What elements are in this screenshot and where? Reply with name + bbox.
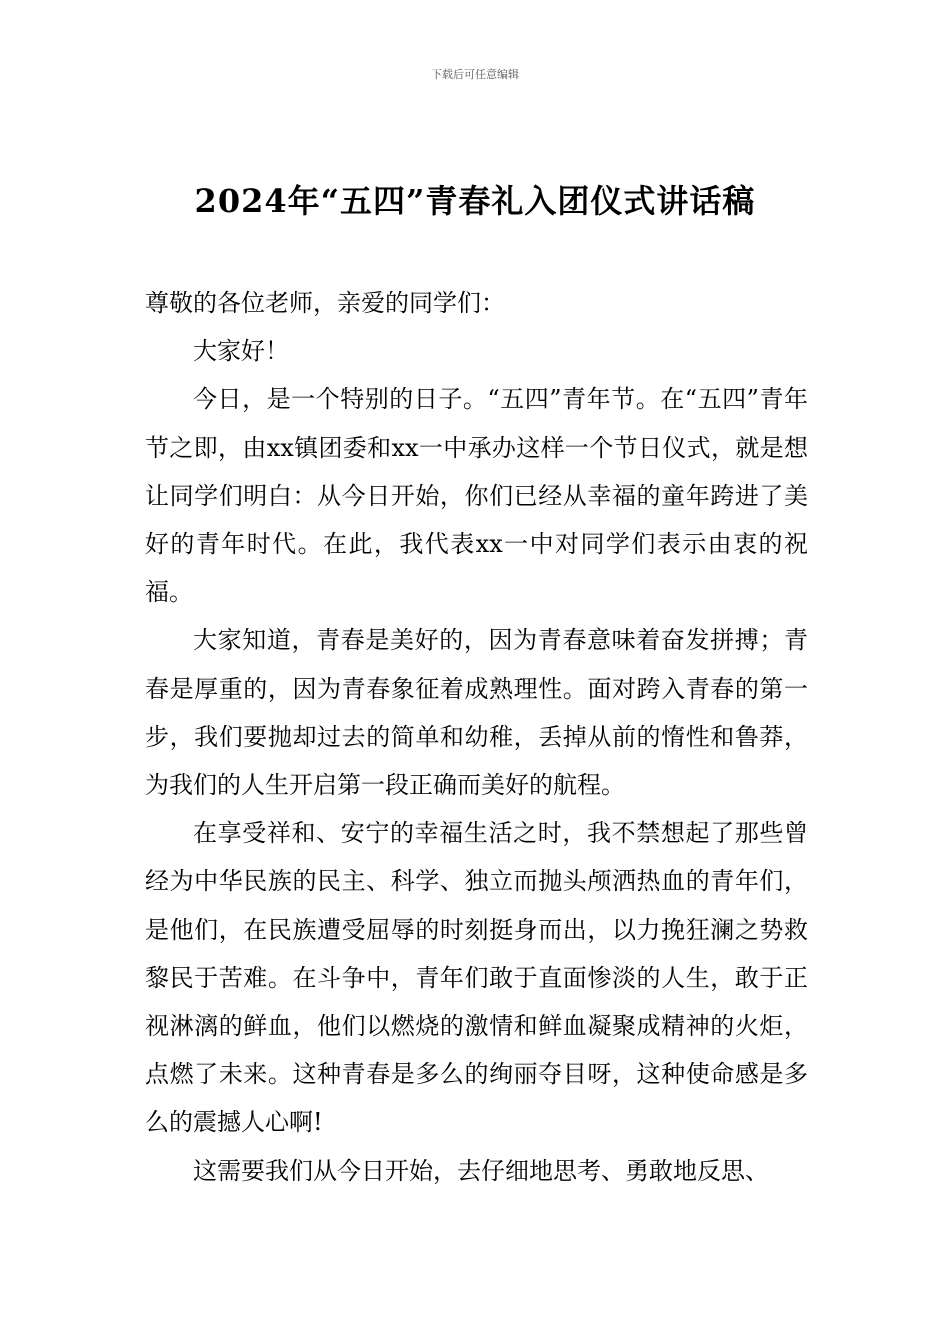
- paragraph-4: 这需要我们从今日开始，去仔细地思考、勇敢地反思、: [193, 1156, 769, 1185]
- document-body: [145, 279, 808, 1195]
- paragraph-3: 在享受祥和、安宁的幸福生活之时，我不禁想起了那些曾经为中华民族的民主、科学、独立而抛头颅洒热血的青年们，是他们，在民族遭受屈辱的时刻挺身而出，以力挽狂澜之势救黎民于苦难。在斗争中，青年们敢于直面惨淡的人生，敢于正视淋漓的鲜血，他们以燃烧的激情和鲜血凝聚成精神的火炬，点燃了未来。这种青春是多么的绚丽夺目呀，这种使命感是多么的震撼人心啊!: [145, 819, 808, 1137]
- header-note: 下载后可任意编辑: [431, 68, 519, 81]
- document-title: 2024年“五四”青春礼入团仪式讲话稿: [194, 182, 756, 220]
- paragraph-greeting: 大家好！: [193, 337, 289, 366]
- paragraph-1: 今日，是一个特别的日子。“五四”青年节。在“五四”青年节之即，由xx镇团委和xx一中承办这样一个节日仪式，就是想让同学们明白：从今日开始，你们已经从幸福的童年跨进了美好的青年时代。在此，我代表xx一中对同学们表示由衷的祝福。: [145, 385, 808, 607]
- salutation: 尊敬的各位老师，亲爱的同学们：: [145, 289, 505, 317]
- paragraph-2: 大家知道，青春是美好的，因为青春意味着奋发拼搏；青春是厚重的，因为青春象征着成熟理性。面对跨入青春的第一步，我们要抛却过去的简单和幼稚，丢掉从前的惰性和鲁莽，为我们的人生开启第一段正确而美好的航程。: [145, 626, 808, 800]
